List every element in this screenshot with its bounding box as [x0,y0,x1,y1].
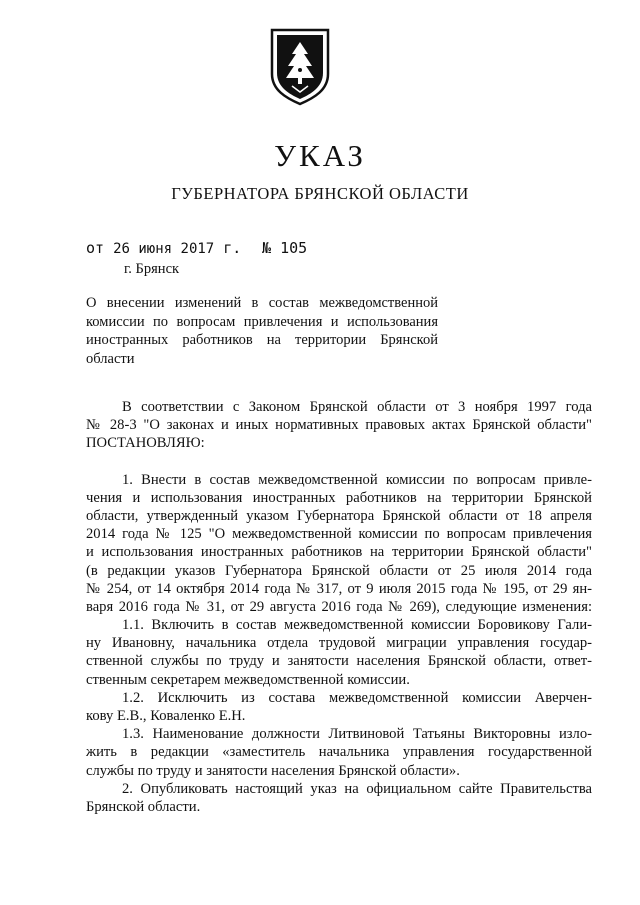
item1-line: области, утвержденный указом Губернатора Брянской области от 18 апреля [86,507,592,524]
item2-line: 2. Опубликовать настоящий указ на официальном сайте Правительства [122,780,592,797]
number-prefix: № [262,239,272,257]
item1-3-line: службы по труду и занятости населения Брянской области». [86,762,460,779]
item1-line: (в редакции указов Губернатора Брянской области от 25 июля 2014 года [86,562,592,579]
preamble-line: В соответствии с Законом Брянской области от 3 ноября 1997 года [122,399,592,415]
document-body [86,398,592,816]
document-subtitle: ГУБЕРНАТОРА БРЯНСКОЙ ОБЛАСТИ [171,184,469,203]
coat-of-arms-icon [268,26,332,106]
date-value: 26 июня 2017 [113,241,215,257]
item1-1-line: ственным секретарем межведомственной комиссии. [86,671,410,688]
document-number [262,239,307,257]
number-value: 105 [280,239,308,257]
document-city: г. Брянск [124,261,180,277]
preamble-line: ПОСТАНОВЛЯЮ: [86,435,205,452]
document-date [86,239,241,257]
item1-3-line: жить в редакции «заместитель начальника управления государственной [86,744,592,761]
item1-line: варя 2016 года № 31, от 29 августа 2016 года № 269), следующие изменения: [86,598,592,615]
item1-line: чения и использования иностранных работников на территории Брянской [86,489,592,506]
item1-line: и использования иностранных работников на территории Брянской области" [86,544,592,561]
item1-2-line: 1.2. Исключить из состава межведомственной комиссии Аверчен- [122,689,592,706]
item1-line: 2014 года № 125 "О межведомственной комиссии по вопросам привлечения [86,526,592,543]
item1-1-line: 1.1. Включить в состав межведомственной комиссии Боровикову Гали- [122,617,592,634]
item1-3-line: 1.3. Наименование должности Литвиновой Татьяны Викторовны изло- [122,726,592,743]
subject-line: О внесении изменений в состав межведомственной [86,295,438,311]
item2-line: Брянской области. [86,798,201,815]
subject-line: иностранных работников на территории Брянской [86,332,438,348]
subject-line: комиссии по вопросам привлечения и использования [86,313,438,330]
item1-line: № 254, от 14 октября 2014 года № 317, от 9 июля 2015 года № 195, от 29 ян- [86,580,592,597]
date-suffix: г. [223,239,242,257]
document-title: УКАЗ [274,138,366,173]
item1-1-line: ну Ивановну, начальника отдела трудовой миграции управления государ- [86,635,592,652]
preamble-line: № 28-3 "О законах и иных нормативных правовых актах Брянской области" [86,417,592,434]
date-prefix: от [86,239,105,257]
item1-2-line: кову Е.В., Коваленко Е.Н. [86,708,246,724]
subject-line: области [86,350,135,367]
item1-1-line: ственной службы по труду и занятости населения Брянской области, ответ- [86,653,592,670]
document-subject [86,294,438,368]
item1-line: 1. Внести в состав межведомственной комиссии по вопросам привле- [122,471,592,488]
